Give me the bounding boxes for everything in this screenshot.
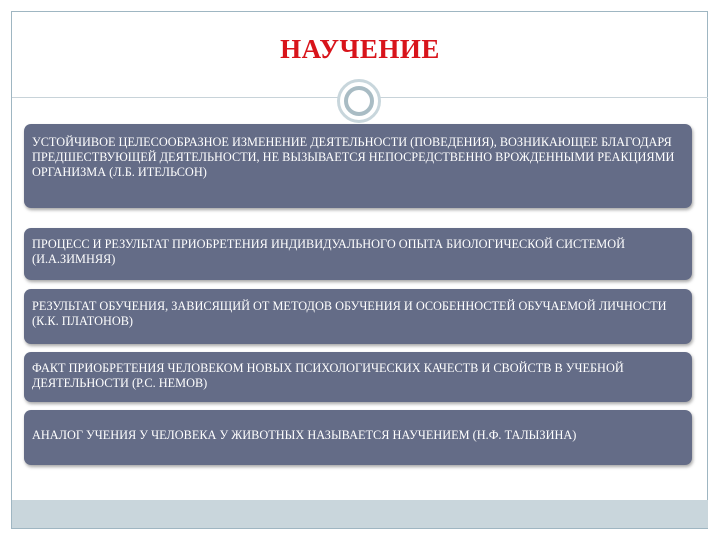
footer-accent-bar (12, 500, 708, 528)
definition-block-nemov: ФАКТ ПРИОБРЕТЕНИЯ ЧЕЛОВЕКОМ НОВЫХ ПСИХОЛОГИЧЕСКИХ КАЧЕСТВ И СВОЙСТВ В УЧЕБНОЙ ДЕЯТЕЛЬНОСТИ (Р.С. НЕМОВ) (24, 352, 692, 402)
definition-block-zimnyaya: ПРОЦЕСС И РЕЗУЛЬТАТ ПРИОБРЕТЕНИЯ ИНДИВИДУАЛЬНОГО ОПЫТА БИОЛОГИЧЕСКОЙ СИСТЕМОЙ (И.А.ЗИМНЯЯ) (24, 228, 692, 280)
definition-block-talyzina: АНАЛОГ УЧЕНИЯ У ЧЕЛОВЕКА У ЖИВОТНЫХ НАЗЫВАЕТСЯ НАУЧЕНИЕМ (Н.Ф. ТАЛЫЗИНА) (24, 410, 692, 465)
slide-title: НАУЧЕНИЕ (280, 34, 440, 64)
double-ring-ornament-icon (337, 79, 381, 123)
inner-ring (344, 86, 374, 116)
definition-block-platonov: РЕЗУЛЬТАТ ОБУЧЕНИЯ, ЗАВИСЯЩИЙ ОТ МЕТОДОВ ОБУЧЕНИЯ И ОСОБЕННОСТЕЙ ОБУЧАЕМОЙ ЛИЧНОСТИ (К.К. ПЛАТОНОВ) (24, 289, 692, 344)
definition-block-itelson: УСТОЙЧИВОЕ ЦЕЛЕСООБРАЗНОЕ ИЗМЕНЕНИЕ ДЕЯТЕЛЬНОСТИ (ПОВЕДЕНИЯ), ВОЗНИКАЮЩЕЕ БЛАГОДАРЯ ПРЕДШЕСТВУЮЩЕЙ ДЕЯТЕЛЬНОСТИ, НЕ ВЫЗЫВАЕТСЯ НЕПОСРЕДСТВЕННО ВРОЖДЕННЫМИ РЕАКЦИЯМИ ОРГАНИЗМА (Л.Б. ИТЕЛЬСОН) (24, 124, 692, 208)
